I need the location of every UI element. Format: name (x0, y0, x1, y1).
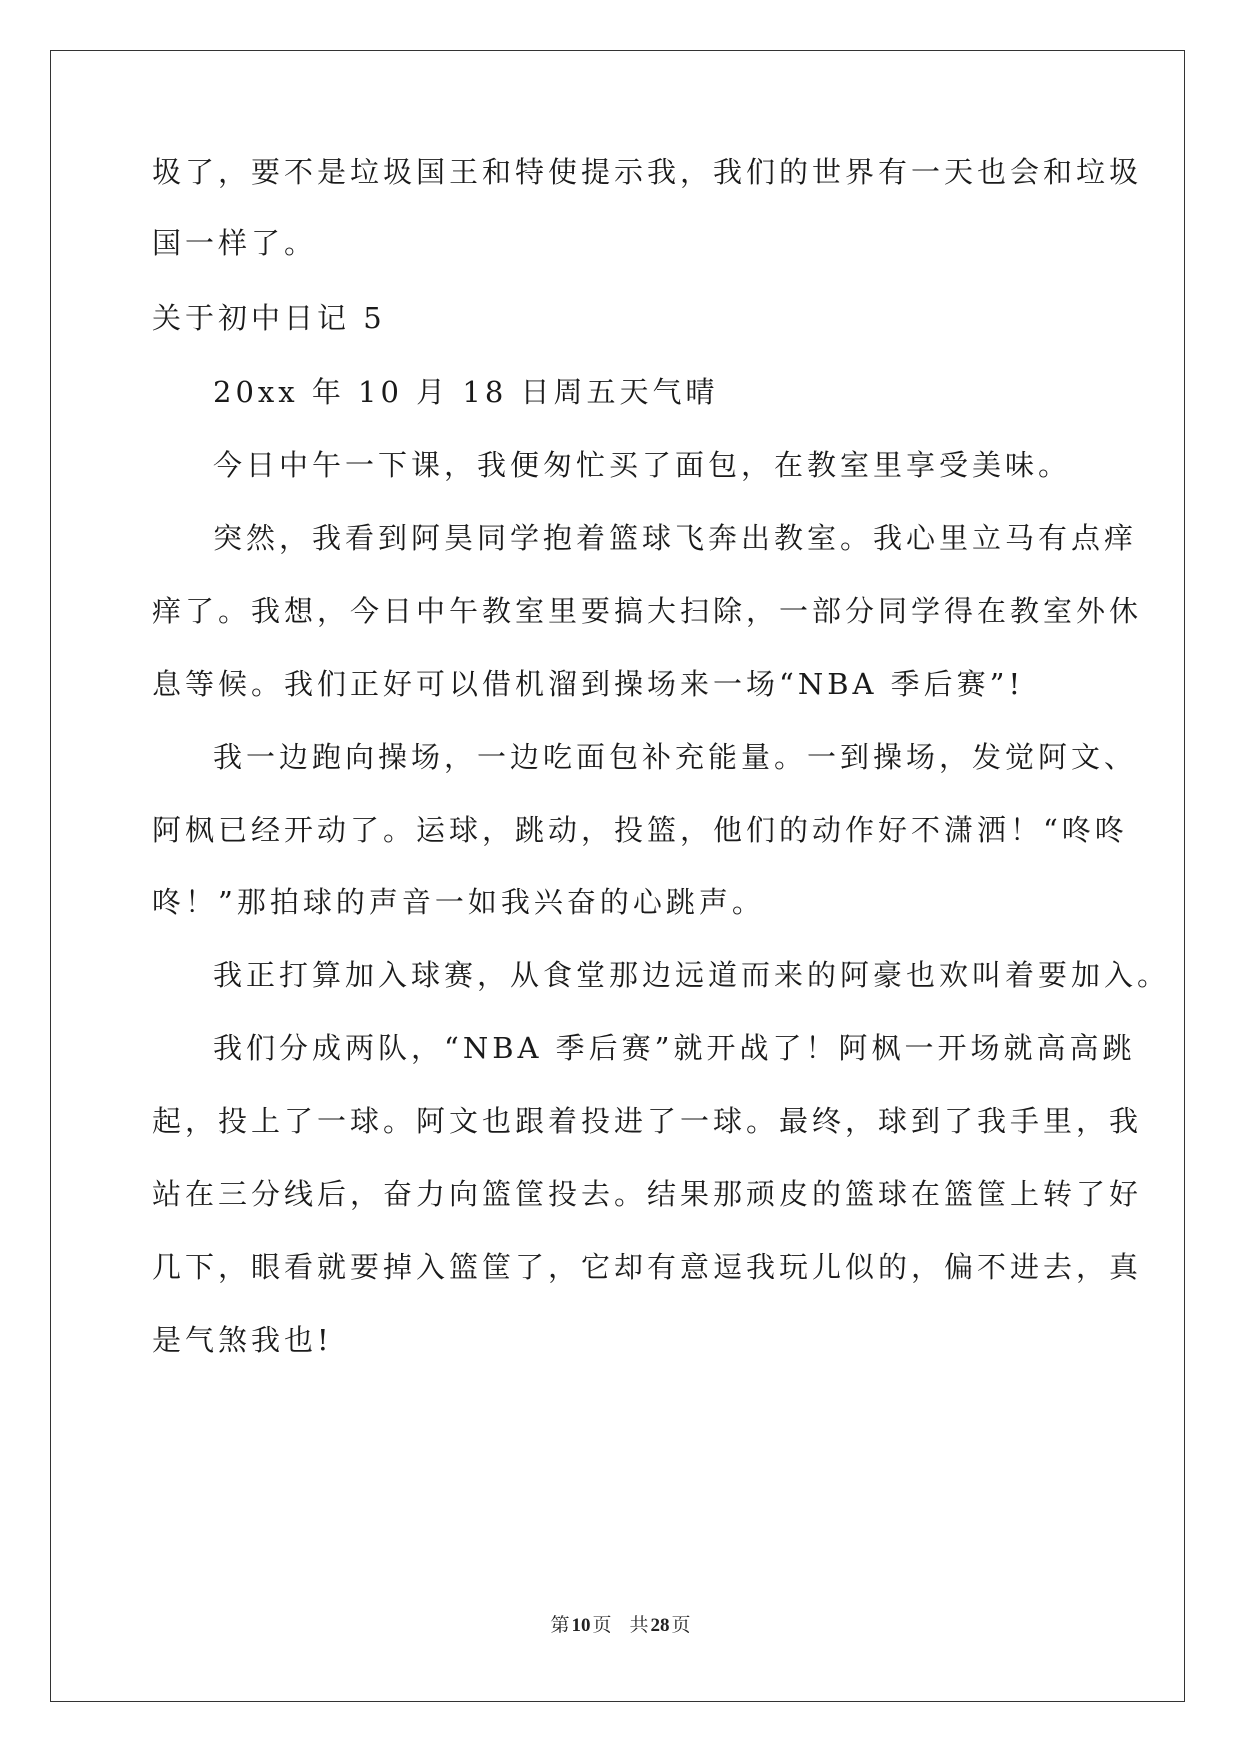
text-line: 几下，眼看就要掉入篮筐了，它却有意逗我玩儿似的，偏不进去，真 (152, 1250, 1143, 1284)
text-line: 我一边跑向操场，一边吃面包补充能量。一到操场，发觉阿文、 (213, 740, 1138, 774)
text-line: 站在三分线后，奋力向篮筐投去。结果那顽皮的篮球在篮筐上转了好 (152, 1177, 1143, 1211)
text-line: 今日中午一下课，我便匆忙买了面包，在教室里享受美味。 (213, 448, 1072, 482)
text-line: 国一样了。 (152, 226, 318, 260)
text-line: 圾了，要不是垃圾国王和特使提示我，我们的世界有一天也会和垃圾 (152, 155, 1143, 189)
text-line: 突然，我看到阿昊同学抱着篮球飞奔出教室。我心里立马有点痒 (213, 521, 1138, 555)
text-line: 痒了。我想，今日中午教室里要搞大扫除，一部分同学得在教室外休 (152, 594, 1143, 628)
diary-date-line: 20xx 年 10 月 18 日周五天气晴 (213, 375, 719, 409)
page-prefix: 第 (550, 1614, 570, 1636)
page-footer (0, 1612, 1241, 1639)
text-line: 我们分成两队，“NBA 季后赛”就开战了！阿枫一开场就高高跳 (213, 1031, 1136, 1065)
total-suffix: 页 (671, 1614, 691, 1636)
text-line: 起，投上了一球。阿文也跟着投进了一球。最终，球到了我手里，我 (152, 1104, 1143, 1138)
page-number: 10 (571, 1615, 591, 1636)
text-line: 息等候。我们正好可以借机溜到操场来一场“NBA 季后赛”! (152, 667, 1025, 701)
page-suffix: 页 (592, 1614, 612, 1636)
text-line: 咚！”那拍球的声音一如我兴奋的心跳声。 (152, 885, 765, 919)
text-line: 是气煞我也! (152, 1323, 333, 1357)
text-line: 我正打算加入球赛，从食堂那边远道而来的阿豪也欢叫着要加入。 (213, 958, 1171, 992)
text-line: 阿枫已经开动了。运球，跳动，投篮，他们的动作好不潇洒！“咚咚 (152, 813, 1128, 847)
total-pages: 28 (650, 1615, 670, 1636)
section-heading: 关于初中日记 5 (152, 301, 386, 335)
total-prefix: 共 (629, 1614, 649, 1636)
